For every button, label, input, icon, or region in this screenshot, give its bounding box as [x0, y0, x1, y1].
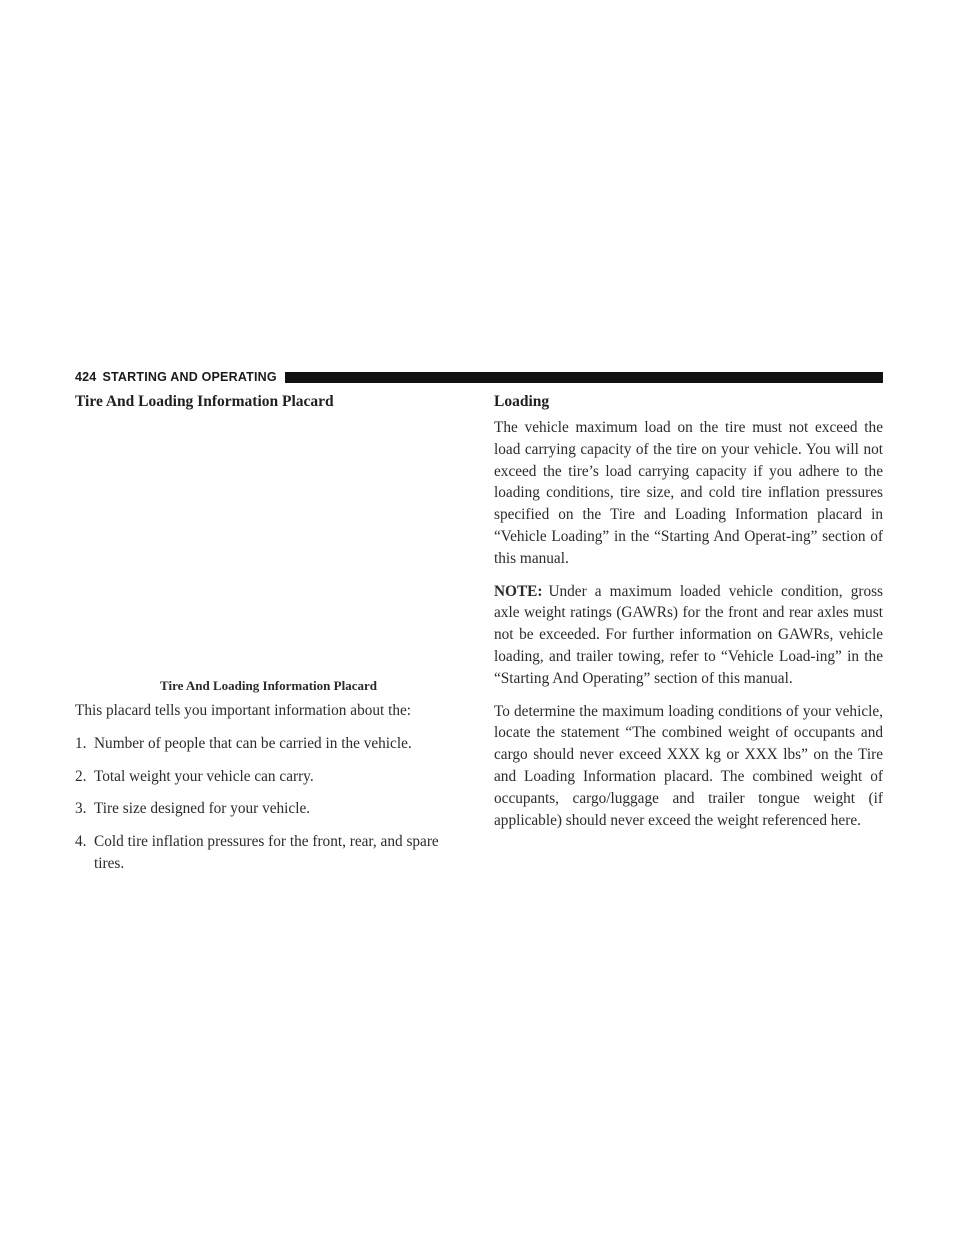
- list-item: [75, 766, 462, 788]
- list-item-number: 1.: [75, 734, 87, 752]
- loading-heading: Loading: [494, 393, 550, 410]
- list-item-number: 3.: [75, 800, 87, 818]
- header-rule: [285, 372, 883, 383]
- section-title: STARTING AND OPERATING: [102, 370, 277, 384]
- list-item-text: Total weight your vehicle can carry.: [94, 767, 314, 785]
- list-item-number: 4.: [75, 833, 87, 851]
- list-item-text: Tire size designed for your vehicle.: [94, 800, 311, 818]
- note-text: Under a maximum loaded vehicle condition, gross axle weight ratings (GAWRs) for the front and rear axles must not be exceeded. For further information on GAWRs, vehicle loading, and trailer towing, refer to “Vehicle Load-ing” in the “Starting And Operating” section of this manual.: [494, 582, 883, 687]
- note-paragraph: [494, 581, 883, 690]
- list-item: [75, 831, 462, 875]
- running-header: [75, 370, 883, 384]
- list-item: [75, 798, 462, 820]
- placard-heading: Tire And Loading Information Placard: [75, 393, 334, 410]
- right-column: [494, 392, 883, 831]
- note-label: NOTE:: [494, 582, 543, 600]
- list-item-text: Cold tire inflation pressures for the front, rear, and spare tires.: [94, 833, 439, 872]
- left-column: [75, 392, 462, 886]
- figure-caption: Tire And Loading Information Placard: [160, 678, 377, 693]
- loading-paragraph: The vehicle maximum load on the tire must not exceed the load carrying capacity of the tire on your vehicle. You will not exceed the tire’s load carrying capacity if you adhere to the loading conditions, tire size, and cold tire inflation pressures specified on the Tire and Loading Information placard in “Vehicle Loading” in the “Starting And Operat-ing” section of this manual.: [494, 419, 883, 567]
- max-loading-paragraph: To determine the maximum loading conditions of your vehicle, locate the statement “The combined weight of occupants and cargo should never exceed XXX kg or XXX lbs” on the Tire and Loading Information placard. The combined weight of occupants, cargo/luggage and trailer tongue weight (if applicable) should never exceed the weight referenced here.: [494, 702, 883, 829]
- list-item-text: Number of people that can be carried in the vehicle.: [94, 734, 412, 752]
- list-item-number: 2.: [75, 767, 87, 785]
- placard-figure: [75, 412, 462, 678]
- placard-intro: This placard tells you important information about the:: [75, 702, 412, 719]
- list-item: [75, 733, 462, 755]
- placard-info-list: [75, 733, 462, 875]
- page-number: 424: [75, 370, 97, 384]
